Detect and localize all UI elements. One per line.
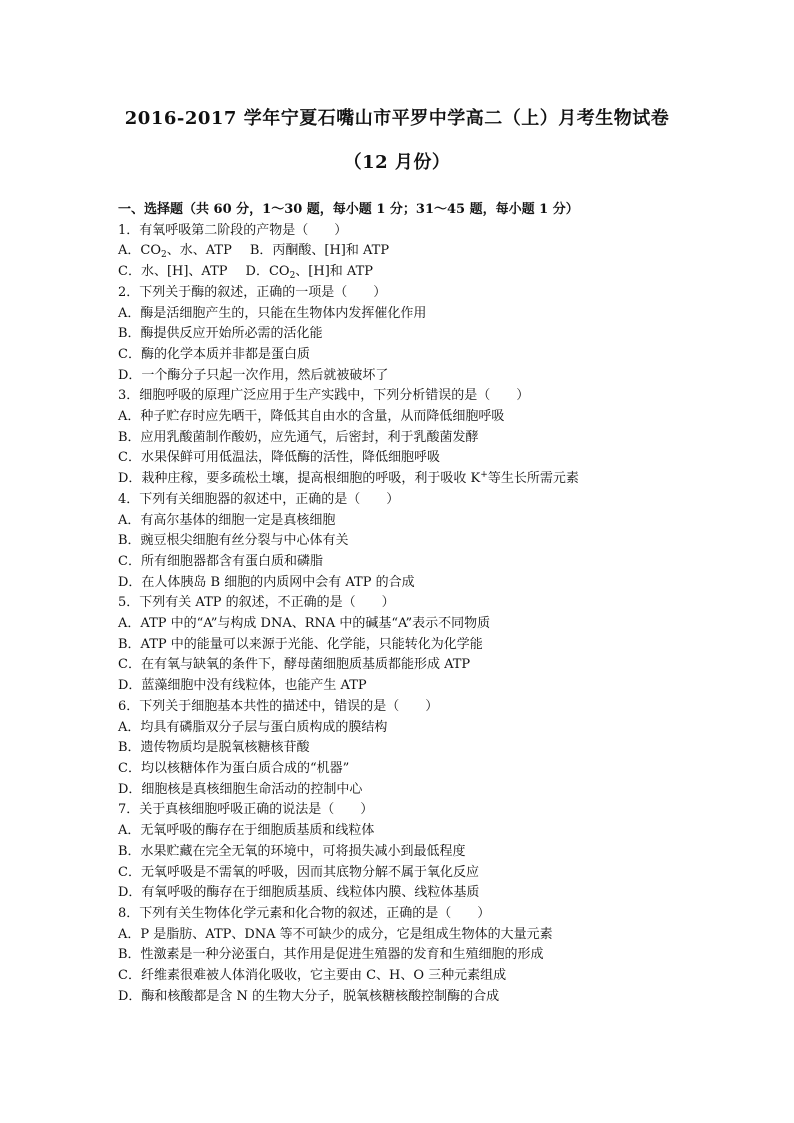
q3-option-c: C．水果保鲜可用低温法，降低酶的活性，降低细胞呼吸 <box>118 450 440 466</box>
q2-option-b: B．酶提供反应开始所必需的活化能 <box>118 326 323 342</box>
q5-option-c: C．在有氧与缺氧的条件下，酵母菌细胞质基质都能形成 ATP <box>118 657 471 673</box>
q5-option-d: D．蓝藻细胞中没有线粒体，也能产生 ATP <box>118 678 367 694</box>
q1-option-d: D．$CO_2$、[H]和 ATP <box>245 264 374 282</box>
q3-option-d: D．栽种庄稼，要多疏松土壤，提高根细胞的呼吸，利于吸收 K+等生长所需元素 <box>118 470 579 487</box>
exam-subtitle: （12 月份） <box>343 152 451 173</box>
q7-option-c: C．无氧呼吸是不需氧的呼吸，因而其底物分解不属于氧化反应 <box>118 864 479 880</box>
q6-option-b: B．遗传物质均是脱氧核糖核苷酸 <box>118 740 310 756</box>
q3-option-a: A．种子贮存时应先晒干，降低其自由水的含量，从而降低细胞呼吸 <box>118 409 505 425</box>
q1-option-a: A．$CO_2$、水、ATP <box>118 243 232 261</box>
q2-option-c: C．酶的化学本质并非都是蛋白质 <box>118 346 310 362</box>
q1-option-b: B．丙酮酸、[H]和 ATP <box>249 243 390 259</box>
q6-option-d: D．细胞核是真核细胞生命活动的控制中心 <box>118 781 363 797</box>
q8-option-a: A．P 是脂肪、ATP、DNA 等不可缺少的成分，它是组成生物体的大量元素 <box>118 926 553 942</box>
question-8-stem: 8．下列有关生物体化学元素和化合物的叙述，正确的是（ ） <box>118 905 491 921</box>
q4-option-d: D．在人体胰岛 B 细胞的内质网中会有 ATP 的合成 <box>118 574 415 590</box>
q8-option-d: D．酶和核酸都是含 N 的生物大分子，脱氧核糖核酸控制酶的合成 <box>118 988 500 1004</box>
q4-option-a: A．有高尔基体的细胞一定是真核细胞 <box>118 512 336 528</box>
q5-option-a: A．ATP 中的“A”与构成 DNA、RNA 中的碱基“A”表示不同物质 <box>118 616 491 632</box>
q8-option-c: C．纤维素很难被人体消化吸收，它主要由 C、H、O 三种元素组成 <box>118 968 507 984</box>
question-6-stem: 6．下列关于细胞基本共性的描述中，错误的是（ ） <box>118 698 439 714</box>
section-heading: 一、选择题（共 60 分，1～30 题，每小题 1 分；31～45 题，每小题 1 分） <box>118 202 579 217</box>
question-5-stem: 5．下列有关 ATP 的叙述，不正确的是（ ） <box>118 595 395 611</box>
q7-option-d: D．有氧呼吸的酶存在于细胞质基质、线粒体内膜、线粒体基质 <box>118 885 480 901</box>
q7-option-b: B．水果贮藏在完全无氧的环境中，可将损失减小到最低程度 <box>118 843 466 859</box>
q4-option-b: B．豌豆根尖细胞有丝分裂与中心体有关 <box>118 533 349 549</box>
exam-content <box>118 200 718 1007</box>
q3-option-b: B．应用乳酸菌制作酸奶，应先通气，后密封，利于乳酸菌发酵 <box>118 429 479 445</box>
q2-option-d: D．一个酶分子只起一次作用，然后就被破坏了 <box>118 367 389 383</box>
question-4-stem: 4．下列有关细胞器的叙述中，正确的是（ ） <box>118 491 400 507</box>
question-1-options-cd <box>118 262 718 283</box>
q1-option-c: C．水、[H]、ATP <box>118 264 228 280</box>
q5-option-b: B．ATP 中的能量可以来源于光能、化学能，只能转化为化学能 <box>118 636 483 652</box>
question-1-options-ab <box>118 241 718 262</box>
question-2-stem: 2．下列关于酶的叙述，正确的一项是（ ） <box>118 284 387 300</box>
question-7-stem: 7．关于真核细胞呼吸正确的说法是（ ） <box>118 802 374 818</box>
question-1-stem: 1．有氧呼吸第二阶段的产物是（ ） <box>118 222 348 238</box>
q6-option-c: C．均以核糖体作为蛋白质合成的“机器” <box>118 760 350 776</box>
q4-option-c: C．所有细胞器都含有蛋白质和磷脂 <box>118 553 323 569</box>
question-3-stem: 3．细胞呼吸的原理广泛应用于生产实践中，下列分析错误的是（ ） <box>118 388 530 404</box>
q7-option-a: A．无氧呼吸的酶存在于细胞质基质和线粒体 <box>118 823 375 839</box>
q2-option-a: A．酶是活细胞产生的，只能在生物体内发挥催化作用 <box>118 305 427 321</box>
exam-title: 2016-2017 学年宁夏石嘴山市平罗中学高二（上）月考生物试卷 <box>124 108 670 129</box>
q8-option-b: B．性激素是一种分泌蛋白，其作用是促进生殖器的发育和生殖细胞的形成 <box>118 947 544 963</box>
q6-option-a: A．均具有磷脂双分子层与蛋白质构成的膜结构 <box>118 719 388 735</box>
